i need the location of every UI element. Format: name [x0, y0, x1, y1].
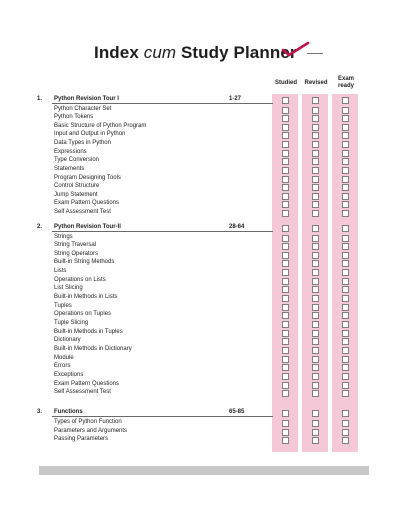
checkbox-exam-ready[interactable]	[342, 201, 349, 208]
chapter-number: 3.	[37, 409, 43, 415]
checkbox-exam-ready[interactable]	[342, 278, 349, 285]
checkbox-studied[interactable]	[282, 150, 289, 157]
topic-label: Jump Statement	[54, 192, 98, 198]
checkbox-revised[interactable]	[312, 201, 319, 208]
checkbox-revised[interactable]	[312, 107, 319, 114]
checkbox-exam-ready[interactable]	[342, 312, 349, 319]
checkbox-exam-ready[interactable]	[342, 252, 349, 259]
topic-label: String Traversal	[54, 242, 97, 248]
topic-label: Python Character Set	[54, 106, 112, 112]
checkbox-exam-ready[interactable]	[342, 390, 349, 397]
topic-label: Built-in Methods in Tuples	[54, 329, 123, 335]
checkbox-exam-ready[interactable]	[342, 260, 349, 267]
checkbox-studied[interactable]	[282, 373, 289, 380]
topic-label: Operations on Tuples	[54, 311, 112, 317]
page-range: 28-64	[229, 224, 245, 230]
topic-label: Strings	[54, 234, 73, 240]
checkbox-revised[interactable]	[312, 167, 319, 174]
checkbox-exam-ready[interactable]	[342, 364, 349, 371]
topic-label: Input and Output in Python	[54, 131, 126, 137]
chapter-number: 1.	[37, 96, 43, 102]
topic-label: Types of Python Function	[54, 419, 122, 425]
checkbox-studied[interactable]	[282, 243, 289, 250]
checkbox-revised[interactable]	[312, 115, 319, 122]
checkbox-exam-ready[interactable]	[342, 321, 349, 328]
checkbox-studied[interactable]	[282, 260, 289, 267]
topic-label: Parameters and Arguments	[54, 428, 128, 434]
checkbox-revised[interactable]	[312, 390, 319, 397]
chapter-rule	[52, 103, 273, 104]
checkbox-exam-ready[interactable]	[342, 243, 349, 250]
topic-label: Tuple Slicing	[54, 320, 89, 326]
checkbox-revised[interactable]	[312, 260, 319, 267]
checkbox-exam-ready[interactable]	[342, 210, 349, 217]
checkbox-exam-ready[interactable]	[342, 373, 349, 380]
checkbox-revised[interactable]	[312, 321, 319, 328]
topic-label: Data Types in Python	[54, 140, 111, 146]
topic-label: Exceptions	[54, 372, 84, 378]
checkbox-exam-ready[interactable]	[342, 184, 349, 191]
checkbox-exam-ready[interactable]	[342, 304, 349, 311]
footer-bar	[39, 466, 369, 475]
topic-label: Basic Structure of Python Program	[54, 123, 147, 129]
checkmark-icon	[281, 41, 311, 63]
checkbox-revised[interactable]	[312, 338, 319, 345]
topic-label: Expressions	[54, 149, 87, 155]
topic-label: Operations on Lists	[54, 277, 106, 283]
checkbox-studied[interactable]	[282, 132, 289, 139]
checkbox-studied[interactable]	[282, 420, 289, 427]
checkbox-exam-ready[interactable]	[342, 167, 349, 174]
checkbox-exam-ready[interactable]	[342, 97, 349, 104]
topic-label: Type Conversion	[54, 157, 100, 163]
checkbox-exam-ready[interactable]	[342, 295, 349, 302]
checkbox-studied[interactable]	[282, 295, 289, 302]
topic-label: List Slicing	[54, 285, 83, 291]
topic-label: Passing Parameters	[54, 436, 109, 442]
checkbox-studied[interactable]	[282, 382, 289, 389]
topic-label: Python Tokens	[54, 114, 94, 120]
checkbox-revised[interactable]	[312, 356, 319, 363]
checkbox-exam-ready[interactable]	[342, 141, 349, 148]
checkbox-studied[interactable]	[282, 269, 289, 276]
checkbox-studied[interactable]	[282, 356, 289, 363]
checkbox-exam-ready[interactable]	[342, 338, 349, 345]
checkbox-revised[interactable]	[312, 429, 319, 436]
checkbox-studied[interactable]	[282, 235, 289, 242]
chapter-title: Python Revision Tour-II	[54, 224, 121, 230]
checkbox-studied[interactable]	[282, 124, 289, 131]
checkbox-exam-ready[interactable]	[342, 286, 349, 293]
checkbox-revised[interactable]	[312, 269, 319, 276]
checkbox-revised[interactable]	[312, 347, 319, 354]
checkbox-studied[interactable]	[282, 158, 289, 165]
topic-label: Lists	[54, 268, 67, 274]
checkbox-studied[interactable]	[282, 286, 289, 293]
checkbox-revised[interactable]	[312, 243, 319, 250]
topic-label: Exam Pattern Questions	[54, 200, 120, 206]
checkbox-revised[interactable]	[312, 373, 319, 380]
checkbox-exam-ready[interactable]	[342, 150, 349, 157]
checkbox-studied[interactable]	[282, 115, 289, 122]
checkbox-exam-ready[interactable]	[342, 193, 349, 200]
checkbox-exam-ready[interactable]	[342, 115, 349, 122]
checkbox-exam-ready[interactable]	[342, 235, 349, 242]
checkbox-revised[interactable]	[312, 382, 319, 389]
chapter-title: Functions	[54, 409, 83, 415]
checkbox-revised[interactable]	[312, 235, 319, 242]
checkbox-revised[interactable]	[312, 252, 319, 259]
checkbox-studied[interactable]	[282, 167, 289, 174]
title-main: Index	[94, 43, 139, 62]
checkbox-exam-ready[interactable]	[342, 410, 349, 417]
checkbox-studied[interactable]	[282, 97, 289, 104]
checkbox-exam-ready[interactable]	[342, 225, 349, 232]
checkbox-exam-ready[interactable]	[342, 269, 349, 276]
checkbox-revised[interactable]	[312, 295, 319, 302]
checkbox-revised[interactable]	[312, 286, 319, 293]
topic-label: Control Structure	[54, 183, 100, 189]
checkbox-studied[interactable]	[282, 176, 289, 183]
topic-label: Self Assessment Test	[54, 209, 111, 215]
checkbox-exam-ready[interactable]	[342, 124, 349, 131]
checkbox-revised[interactable]	[312, 141, 319, 148]
checkbox-studied[interactable]	[282, 437, 289, 444]
topic-label: String Operators	[54, 251, 99, 257]
page-range: 1-27	[229, 96, 242, 102]
checkbox-revised[interactable]	[312, 330, 319, 337]
checkbox-studied[interactable]	[282, 252, 289, 259]
checkbox-studied[interactable]	[282, 390, 289, 397]
checkbox-revised[interactable]	[312, 364, 319, 371]
title-rest: Study Planner	[180, 43, 297, 62]
page-range: 65-85	[229, 409, 245, 415]
checkbox-studied[interactable]	[282, 210, 289, 217]
checkbox-studied[interactable]	[282, 347, 289, 354]
checkbox-studied[interactable]	[282, 201, 289, 208]
chapter-number: 2.	[37, 224, 43, 230]
topic-label: Built-in Methods in Dictionary	[54, 346, 132, 352]
topic-label: Dictionary	[54, 337, 81, 343]
checkbox-exam-ready[interactable]	[342, 132, 349, 139]
topic-label: Program Designing Tools	[54, 175, 121, 181]
checkbox-exam-ready[interactable]	[342, 382, 349, 389]
checkbox-studied[interactable]	[282, 410, 289, 417]
checkbox-revised[interactable]	[312, 210, 319, 217]
topic-label: Tuples	[54, 303, 72, 309]
checkbox-studied[interactable]	[282, 429, 289, 436]
checkbox-studied[interactable]	[282, 278, 289, 285]
topic-label: Built-in String Methods	[54, 259, 115, 265]
title-em: cum	[143, 43, 177, 62]
checkbox-revised[interactable]	[312, 420, 319, 427]
checkbox-exam-ready[interactable]	[342, 437, 349, 444]
checkbox-revised[interactable]	[312, 410, 319, 417]
checkbox-revised[interactable]	[312, 124, 319, 131]
checkbox-revised[interactable]	[312, 132, 319, 139]
checkbox-exam-ready[interactable]	[342, 107, 349, 114]
checkbox-exam-ready[interactable]	[342, 347, 349, 354]
checkbox-revised[interactable]	[312, 150, 319, 157]
checkbox-exam-ready[interactable]	[342, 330, 349, 337]
column-header-studied: Studied	[275, 80, 297, 86]
checkbox-studied[interactable]	[282, 330, 289, 337]
topic-label: Built-in Methods in Lists	[54, 294, 118, 300]
checkbox-revised[interactable]	[312, 176, 319, 183]
topic-label: Self Assessment Test	[54, 389, 111, 395]
checkbox-revised[interactable]	[312, 193, 319, 200]
topic-label: Errors	[54, 363, 71, 369]
checkbox-studied[interactable]	[282, 321, 289, 328]
checkbox-revised[interactable]	[312, 278, 319, 285]
checkbox-studied[interactable]	[282, 107, 289, 114]
checkbox-studied[interactable]	[282, 184, 289, 191]
chapter-title: Python Revision Tour I	[54, 96, 119, 102]
checkbox-studied[interactable]	[282, 312, 289, 319]
checkbox-revised[interactable]	[312, 304, 319, 311]
chapter-rule	[52, 416, 273, 417]
column-header-exam-ready: Exam ready	[337, 76, 354, 89]
checkbox-exam-ready[interactable]	[342, 429, 349, 436]
checkbox-studied[interactable]	[282, 338, 289, 345]
topic-label: Module	[54, 355, 74, 361]
chapter-rule	[52, 231, 273, 232]
checkbox-revised[interactable]	[312, 97, 319, 104]
checkbox-revised[interactable]	[312, 437, 319, 444]
checkbox-revised[interactable]	[312, 158, 319, 165]
checkbox-exam-ready[interactable]	[342, 420, 349, 427]
topic-label: Statements	[54, 166, 85, 172]
checkbox-revised[interactable]	[312, 312, 319, 319]
checkbox-studied[interactable]	[282, 304, 289, 311]
checkbox-studied[interactable]	[282, 364, 289, 371]
column-header-revised: Revised	[304, 80, 328, 86]
checkbox-revised[interactable]	[312, 225, 319, 232]
topic-label: Exam Pattern Questions	[54, 381, 120, 387]
checkbox-exam-ready[interactable]	[342, 176, 349, 183]
checkbox-revised[interactable]	[312, 184, 319, 191]
checkbox-studied[interactable]	[282, 193, 289, 200]
checkbox-exam-ready[interactable]	[342, 356, 349, 363]
checkbox-studied[interactable]	[282, 141, 289, 148]
checkbox-studied[interactable]	[282, 225, 289, 232]
checkbox-exam-ready[interactable]	[342, 158, 349, 165]
